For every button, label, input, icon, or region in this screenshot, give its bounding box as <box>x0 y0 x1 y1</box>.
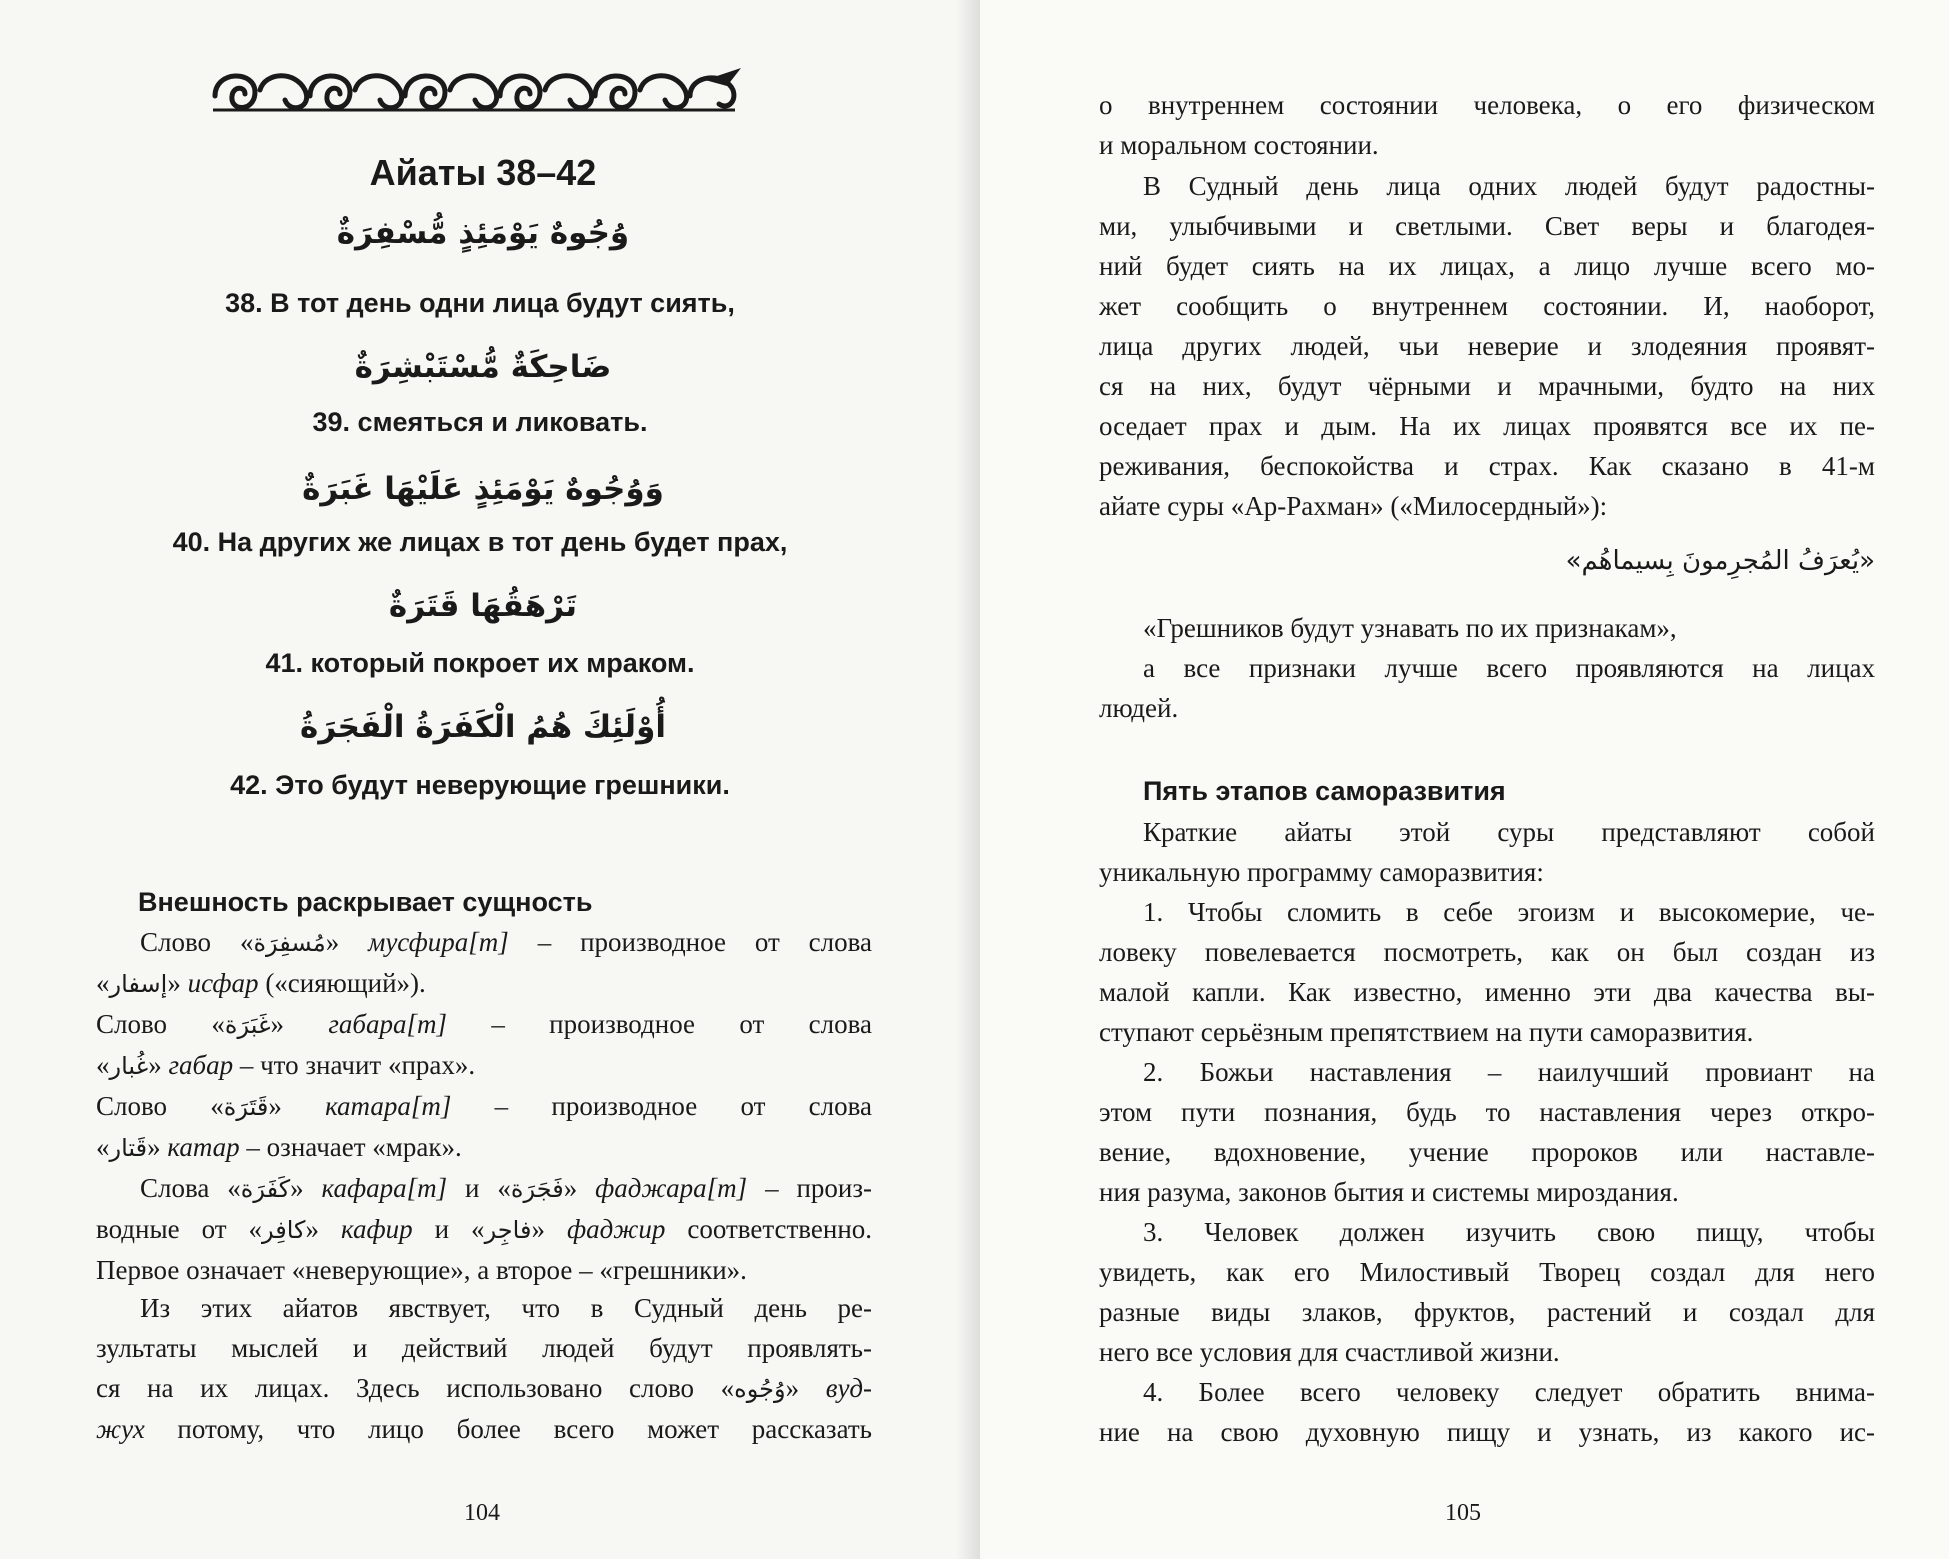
list-item: разные виды злаков, фруктов, растений и создал для <box>1099 1297 1875 1327</box>
list-item: 4. Более всего человеку следует обратить внима- <box>1143 1377 1875 1407</box>
para-line: лица других людей, чьи неверие и злодеяния проявят- <box>1099 331 1875 361</box>
verse-42-arabic: أُوْلَئِكَ هُمُ الْكَفَرَةُ الْفَجَرَةُ <box>300 709 666 745</box>
list-item: 3. Человек должен изучить свою пищу, чтобы <box>1143 1217 1875 1247</box>
note-katara-line1: Слово «قَتَرَة» катара[т] – производное от слова <box>96 1091 872 1121</box>
note-plural-line1: Слова «كَفَرَة» кафара[т] и «فَجَرَة» фаджара[т] – произ- <box>140 1173 873 1203</box>
note-katara-line2: «قَتار» катар – означает «мрак». <box>96 1132 462 1162</box>
page-number-left: 104 <box>464 1500 500 1526</box>
list-item: него все условия для счастливой жизни. <box>1099 1337 1560 1367</box>
para-line: жух потому, что лицо более всего может рассказать <box>96 1414 872 1444</box>
para-line: жет сообщить о внутреннем состоянии. И, наоборот, <box>1099 291 1875 321</box>
list-item: ния разума, законов бытия и системы мироздания. <box>1099 1177 1679 1207</box>
stages-list <box>1099 892 1875 1452</box>
para-line: айате суры «Ар-Рахман» («Милосердный»): <box>1099 491 1608 521</box>
note-plural-line3: Первое означает «неверующие», а второе – «грешники». <box>96 1255 747 1285</box>
intro-line: о внутреннем состоянии человека, о его физическом <box>1099 90 1875 120</box>
section-title-self-development: Пять этапов саморазвития <box>1143 776 1506 806</box>
para-line: а все признаки лучше всего проявляются на лицах <box>1143 653 1875 683</box>
list-item: ловеку повелевается посмотреть, как он был создан из <box>1099 937 1875 967</box>
note-musfira-line1: Слово «مُسفِرَة» мусфира[т] – производное от слова <box>140 927 873 957</box>
note-musfira-line2: «إسفار» исфар («сияющий»). <box>96 968 426 998</box>
verse-38-arabic: وُجُوهٌ يَوْمَئِذٍ مُّسْفِرَةٌ <box>336 215 630 251</box>
right-intro <box>1099 85 1875 165</box>
section-title-appearance: Внешность раскрывает сущность <box>138 887 593 917</box>
list-item: увидеть, как его Милостивый Творец создал для него <box>1099 1257 1875 1287</box>
quote-block <box>1099 608 1875 728</box>
para-line: Из этих айатов явствует, что в Судный день ре- <box>140 1293 872 1323</box>
verse-41-arabic: تَرْهَقُهَا قَتَرَةٌ <box>388 588 578 624</box>
left-paragraph <box>96 1288 872 1449</box>
para-line: зультаты мыслей и действий людей будут проявлять- <box>96 1333 872 1363</box>
verse-42-translation: 42. Это будут неверующие грешники. <box>230 770 730 800</box>
verse-41-translation: 41. который покроет их мраком. <box>265 648 695 678</box>
para-line: В Судный день лица одних людей будут радостны- <box>1143 171 1875 201</box>
note-gabara-line2: «غُبار» габар – что значит «прах». <box>96 1050 476 1080</box>
list-item: вение, вдохновение, учение пророков или наставле- <box>1099 1137 1875 1167</box>
list-item: малой капли. Как известно, именно эти два качества вы- <box>1099 977 1875 1007</box>
section-intro <box>1099 812 1875 892</box>
list-item: 2. Божьи наставления – наилучший провиант на <box>1143 1057 1875 1087</box>
note-plural-line2: водные от «كافِر» кафир и «فاجِر» фаджир соответственно. <box>96 1214 873 1244</box>
note-gabara-line1: Слово «غَبَرَة» габара[т] – производное от слова <box>96 1009 872 1039</box>
decorative-ornament-icon <box>205 60 745 124</box>
verse-39-translation: 39. смеяться и ликовать. <box>312 407 648 437</box>
para-line: оседает прах и дым. На их лицах проявятся все их пе- <box>1099 411 1875 441</box>
page-number-right: 105 <box>1445 1500 1481 1526</box>
para-line: уникальную программу саморазвития: <box>1099 857 1544 887</box>
verse-40-arabic: وَوُجُوهٌ يَوْمَئِذٍ عَلَيْهَا غَبَرَةٌ <box>302 471 664 507</box>
paragraph-judgement-day <box>1099 166 1875 526</box>
verse-40-translation: 40. На других же лицах в тот день будет прах, <box>172 527 788 557</box>
list-item: 1. Чтобы сломить в себе эгоизм и высокомерие, че- <box>1143 897 1875 927</box>
para-line: людей. <box>1099 693 1179 723</box>
para-line: ся на их лицах. Здесь использовано слово «وُجُوه» вуд- <box>96 1373 873 1403</box>
para-line: Краткие айаты этой суры представляют собой <box>1143 817 1875 847</box>
ayat-heading: Айаты 38–42 <box>369 152 597 193</box>
quote-translation: «Грешников будут узнавать по их признакам», <box>1143 613 1677 643</box>
para-line: реживания, беспокойства и страх. Как сказано в 41-м <box>1099 451 1875 481</box>
right-page <box>980 0 1949 1559</box>
para-line: ний будет сиять на их лицах, а лицо лучше всего мо- <box>1099 251 1875 281</box>
word-notes <box>96 922 872 1290</box>
intro-line: и моральном состоянии. <box>1099 130 1379 160</box>
list-item: ние на свою духовную пищу и узнать, из какого ис- <box>1099 1417 1875 1447</box>
list-item: ступают серьёзным препятствием на пути саморазвития. <box>1099 1017 1754 1047</box>
verse-39-arabic: ضَاحِكَةٌ مُّسْتَبْشِرَةٌ <box>354 349 612 385</box>
para-line: ся на них, будут чёрными и мрачными, будто на них <box>1099 371 1875 401</box>
quote-arabic: «يُعرَفُ المُجرِمونَ بِسيماهُم» <box>1565 546 1875 576</box>
verse-38-translation: 38. В тот день одни лица будут сиять, <box>225 288 735 318</box>
list-item: этом пути познания, будь то наставления через откро- <box>1099 1097 1875 1127</box>
para-line: ми, улыбчивыми и светлыми. Свет веры и благодея- <box>1099 211 1875 241</box>
